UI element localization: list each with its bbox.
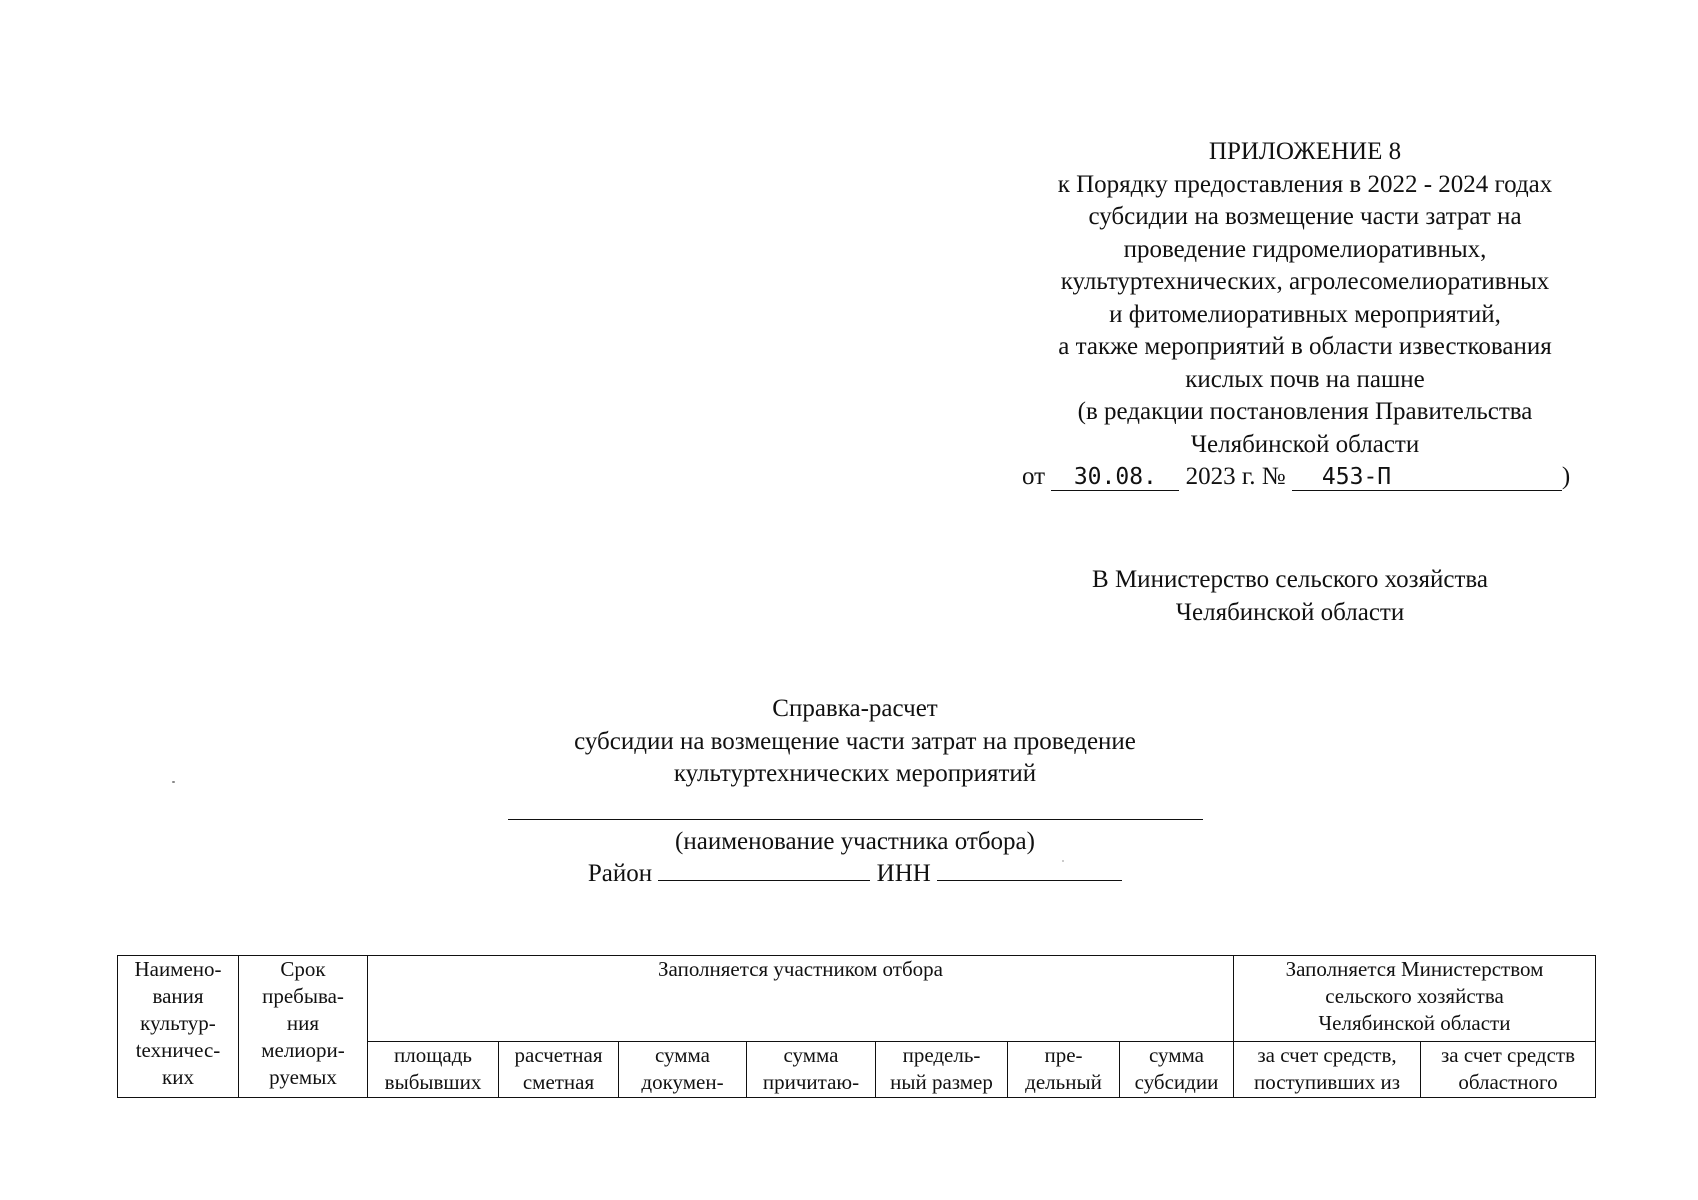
scan-speck bbox=[1062, 860, 1064, 862]
header-group-ministry: Заполняется Министерством сельского хозяйства Челябинской области bbox=[1234, 956, 1596, 1042]
header-cell-limit: пре- дельный bbox=[1008, 1042, 1120, 1098]
inn-field bbox=[937, 860, 1122, 881]
appendix-line: кислых почв на пашне bbox=[1185, 365, 1425, 393]
document-title: Справка-расчет bbox=[772, 695, 938, 722]
participant-name-field bbox=[508, 819, 1203, 820]
header-cell-subsidy-sum: сумма субсидии bbox=[1120, 1042, 1234, 1098]
header-cell-documented-sum: сумма докумен- bbox=[619, 1042, 747, 1098]
document-title-block bbox=[480, 693, 1230, 891]
header-cell-regional-funds: за счет средств областного bbox=[1421, 1042, 1596, 1098]
appendix-line: субсидии на возмещение части затрат на bbox=[1088, 203, 1522, 230]
scan-speck bbox=[172, 781, 175, 783]
addressee-block bbox=[1040, 564, 1540, 629]
header-cell-limit-size: предель- ный размер bbox=[876, 1042, 1008, 1098]
closing-paren: ) bbox=[1561, 463, 1571, 490]
document-subtitle: субсидии на возмещение части затрат на проведение bbox=[574, 727, 1136, 755]
appendix-line: к Порядку предоставления в 2022 - 2024 годах bbox=[1057, 170, 1553, 198]
year-number-label: 2023 г. № bbox=[1185, 463, 1286, 490]
appendix-line: (в редакции постановления Правительства bbox=[1077, 398, 1533, 425]
inn-label: ИНН bbox=[876, 860, 931, 887]
header-cell-due-sum: сумма причитаю- bbox=[747, 1042, 876, 1098]
calculation-table bbox=[117, 955, 1596, 1098]
appendix-header bbox=[1010, 136, 1600, 494]
header-cell-federal-funds: за счет средств, поступивших из bbox=[1234, 1042, 1421, 1098]
addressee-line: В Министерство сельского хозяйства bbox=[1092, 566, 1488, 593]
appendix-line: а также мероприятий в области известкования bbox=[1058, 333, 1552, 360]
document-subtitle: культуртехнических мероприятий bbox=[673, 760, 1037, 787]
header-cell-retired-area: площадь выбывших bbox=[368, 1042, 499, 1098]
header-cell-stay-term: Срок пребыва- ния мелиори- руемых bbox=[239, 956, 368, 1098]
district-field bbox=[658, 860, 870, 881]
appendix-line: проведение гидромелиоративных, bbox=[1123, 235, 1487, 263]
appendix-line: Челябинской области bbox=[1190, 430, 1420, 458]
district-inn-line bbox=[480, 858, 1230, 891]
resolution-date-field: 30.08. bbox=[1051, 464, 1179, 491]
header-group-participant: Заполняется участником отбора bbox=[368, 956, 1234, 1042]
participant-name-caption: (наименование участника отбора) bbox=[675, 827, 1035, 855]
resolution-number-field: 453-П bbox=[1292, 464, 1562, 491]
appendix-line: ПРИЛОЖЕНИЕ 8 bbox=[1208, 138, 1402, 165]
appendix-line: культуртехнических, агролесомелиоративных bbox=[1060, 268, 1550, 295]
appendix-line: и фитомелиоративных мероприятий, bbox=[1109, 300, 1501, 328]
district-label: Район bbox=[587, 860, 653, 887]
header-cell-culturtechnical-names: Наимено- вания культур- tехничес- ких bbox=[118, 956, 239, 1098]
header-cell-estimated-cost: расчетная сметная bbox=[499, 1042, 619, 1098]
resolution-date-line bbox=[1010, 461, 1600, 494]
addressee-line: Челябинской области bbox=[1175, 598, 1405, 626]
date-prefix: от bbox=[1022, 463, 1046, 490]
